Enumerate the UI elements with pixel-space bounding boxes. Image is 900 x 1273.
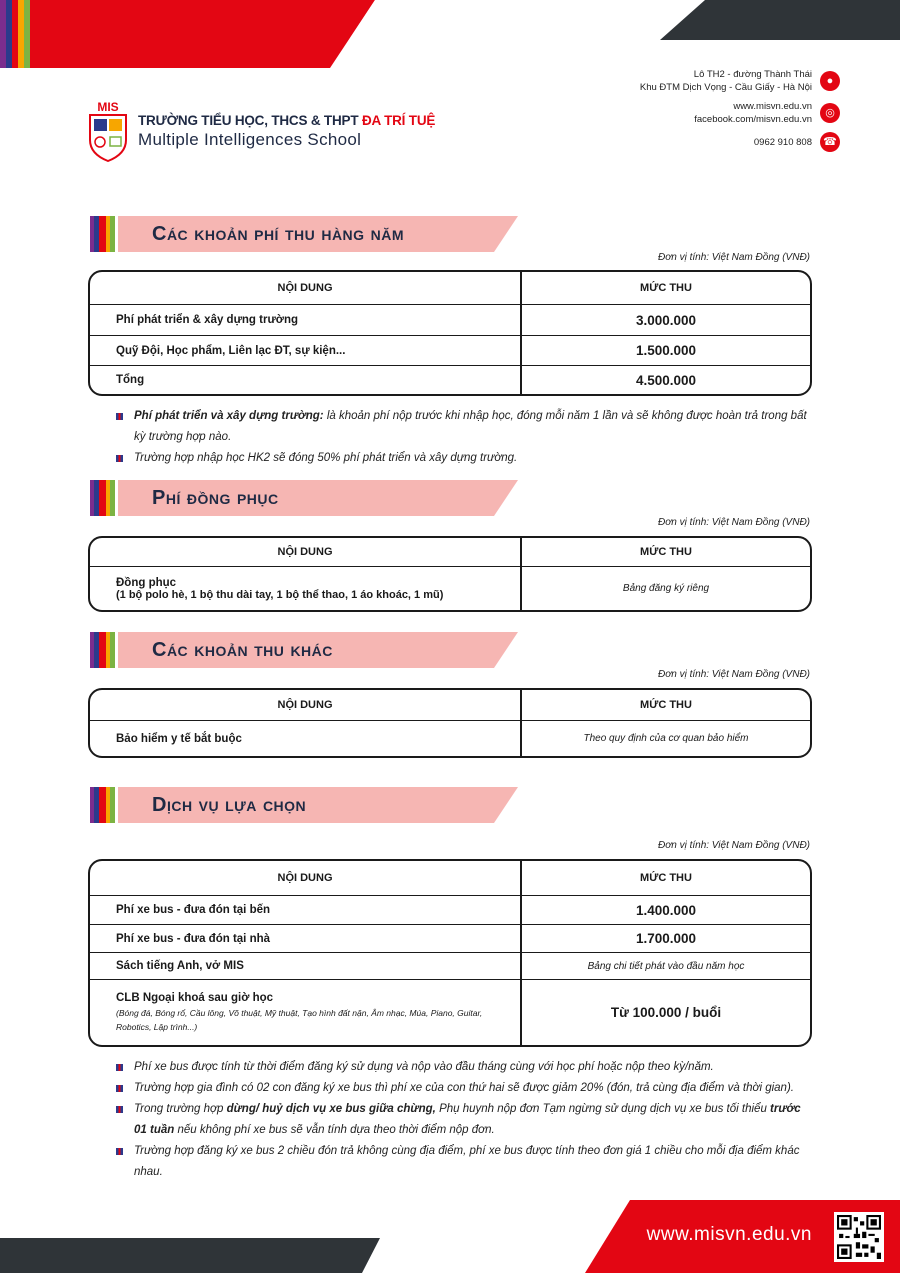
school-logo-block — [86, 100, 435, 162]
table-row: CLB Ngoại khoá sau giờ học (Bóng đá, Bóng rổ, Cầu lông, Võ thuật, Mỹ thuật, Tạo hình đất nặn, Âm nhạc, Múa, Piano, Guitar, Robotics, Lập trình...) Từ 100.000 / buổi — [90, 979, 810, 1045]
unit-label: Đơn vị tính: Việt Nam Đồng (VNĐ) — [657, 252, 810, 263]
note-item: Trong trường hợp dừng/ huỷ dịch vụ xe bus giữa chừng, Phụ huynh nộp đơn Tạm ngừng sử dụng dịch vụ xe bus tối thiểu trước 01 tuần nếu không phí xe bus sẽ vẫn tính dựa theo thời điểm nộp đơn. — [116, 1099, 816, 1141]
note-item: Trường hợp nhập học HK2 sẽ đóng 50% phí phát triển và xây dựng trường. — [116, 448, 816, 469]
table-header-content: NỘI DUNG — [90, 272, 522, 304]
top-color-stripes — [0, 0, 30, 68]
table-row: Phí xe bus - đưa đón tại bến 1.400.000 — [90, 895, 810, 924]
phone-number[interactable]: 0962 910 808 — [753, 136, 812, 148]
table-row-total: Tổng 4.500.000 — [90, 365, 810, 394]
contact-info — [640, 68, 840, 158]
website-link[interactable]: www.misvn.edu.vn — [733, 101, 812, 112]
school-name-english: Multiple Intelligences School — [138, 129, 362, 149]
table-row: Phí phát triển & xây dựng trường 3.000.000 — [90, 304, 810, 335]
unit-label: Đơn vị tính: Việt Nam Đồng (VNĐ) — [657, 840, 810, 851]
table-row: Phí xe bus - đưa đón tại nhà 1.700.000 — [90, 924, 810, 952]
web-icon: ◎ — [820, 103, 840, 123]
section-title: Các khoản phí thu hàng năm — [152, 223, 404, 245]
section-title: Các khoản thu khác — [152, 639, 333, 661]
mis-logo-icon — [86, 100, 130, 162]
table-row: Bảo hiểm y tế bắt buộc Theo quy định của cơ quan bảo hiểm — [90, 720, 810, 756]
section-title: Dịch vụ lựa chọn — [152, 794, 307, 816]
other-fees-table — [88, 688, 812, 758]
note-item: Trường hợp đăng ký xe bus 2 chiều đón trả không cùng địa điểm, phí xe bus được tính theo đơn giá 1 chiều cho mỗi địa điểm khác nhau. — [116, 1141, 816, 1183]
note-item: Trường hợp gia đình có 02 con đăng ký xe bus thì phí xe của con thứ hai sẽ được giảm 20% (đón, trả cùng địa điểm và thời gian). — [116, 1078, 816, 1099]
facebook-link[interactable]: facebook.com/misvn.edu.vn — [694, 114, 812, 125]
note-item: Phí xe bus được tính từ thời điểm đăng ký sử dụng và nộp vào đầu tháng cùng với học phí hoặc nộp theo kỳ/năm. — [116, 1057, 816, 1078]
section-annual-fees-header — [90, 216, 520, 252]
table-row: Đồng phục (1 bộ polo hè, 1 bộ thu dài tay, 1 bộ thể thao, 1 áo khoác, 1 mũ) Bảng đăng ký riêng — [90, 566, 810, 610]
section-other-fees-header — [90, 632, 520, 668]
qr-code-icon — [834, 1212, 884, 1262]
svg-text:MIS: MIS — [97, 100, 119, 114]
annual-fees-notes — [116, 406, 816, 469]
optional-services-notes — [116, 1057, 816, 1183]
footer-website-link[interactable]: www.misvn.edu.vn — [646, 1224, 812, 1245]
top-decorative-band — [0, 0, 900, 70]
location-icon: ● — [820, 71, 840, 91]
table-header-fee: MỨC THU — [640, 282, 692, 294]
table-header-content: NỘI DUNG — [90, 690, 522, 720]
annual-fees-table — [88, 270, 812, 396]
section-uniform-header — [90, 480, 520, 516]
address-line-2: Khu ĐTM Dịch Vọng - Cầu Giấy - Hà Nội — [639, 82, 812, 93]
table-header-fee: MỨC THU — [640, 546, 692, 558]
table-row: Quỹ Đội, Học phẩm, Liên lạc ĐT, sự kiện... 1.500.000 — [90, 335, 810, 365]
table-header-fee: MỨC THU — [640, 699, 692, 711]
note-item: Phí phát triển và xây dựng trường: là khoản phí nộp trước khi nhập học, đóng mỗi năm 1 lần và sẽ không được hoàn trả trong bất kỳ trường hợp nào. — [116, 406, 816, 448]
table-header-content: NỘI DUNG — [90, 538, 522, 566]
optional-services-table — [88, 859, 812, 1047]
section-title: Phí đồng phục — [152, 487, 279, 509]
section-optional-services-header — [90, 787, 520, 823]
table-header-content: NỘI DUNG — [90, 861, 522, 895]
phone-icon: ☎ — [820, 132, 840, 152]
unit-label: Đơn vị tính: Việt Nam Đồng (VNĐ) — [657, 669, 810, 680]
uniform-fees-table — [88, 536, 812, 612]
unit-label: Đơn vị tính: Việt Nam Đồng (VNĐ) — [657, 517, 810, 528]
table-header-fee: MỨC THU — [640, 872, 692, 884]
address-line-1: Lô TH2 - đường Thành Thái — [693, 69, 812, 80]
table-row: Sách tiếng Anh, vở MIS Bảng chi tiết phát vào đầu năm học — [90, 952, 810, 979]
school-name-vietnamese: TRƯỜNG TIỂU HỌC, THCS & THPT ĐA TRÍ TUỆ — [138, 112, 436, 128]
